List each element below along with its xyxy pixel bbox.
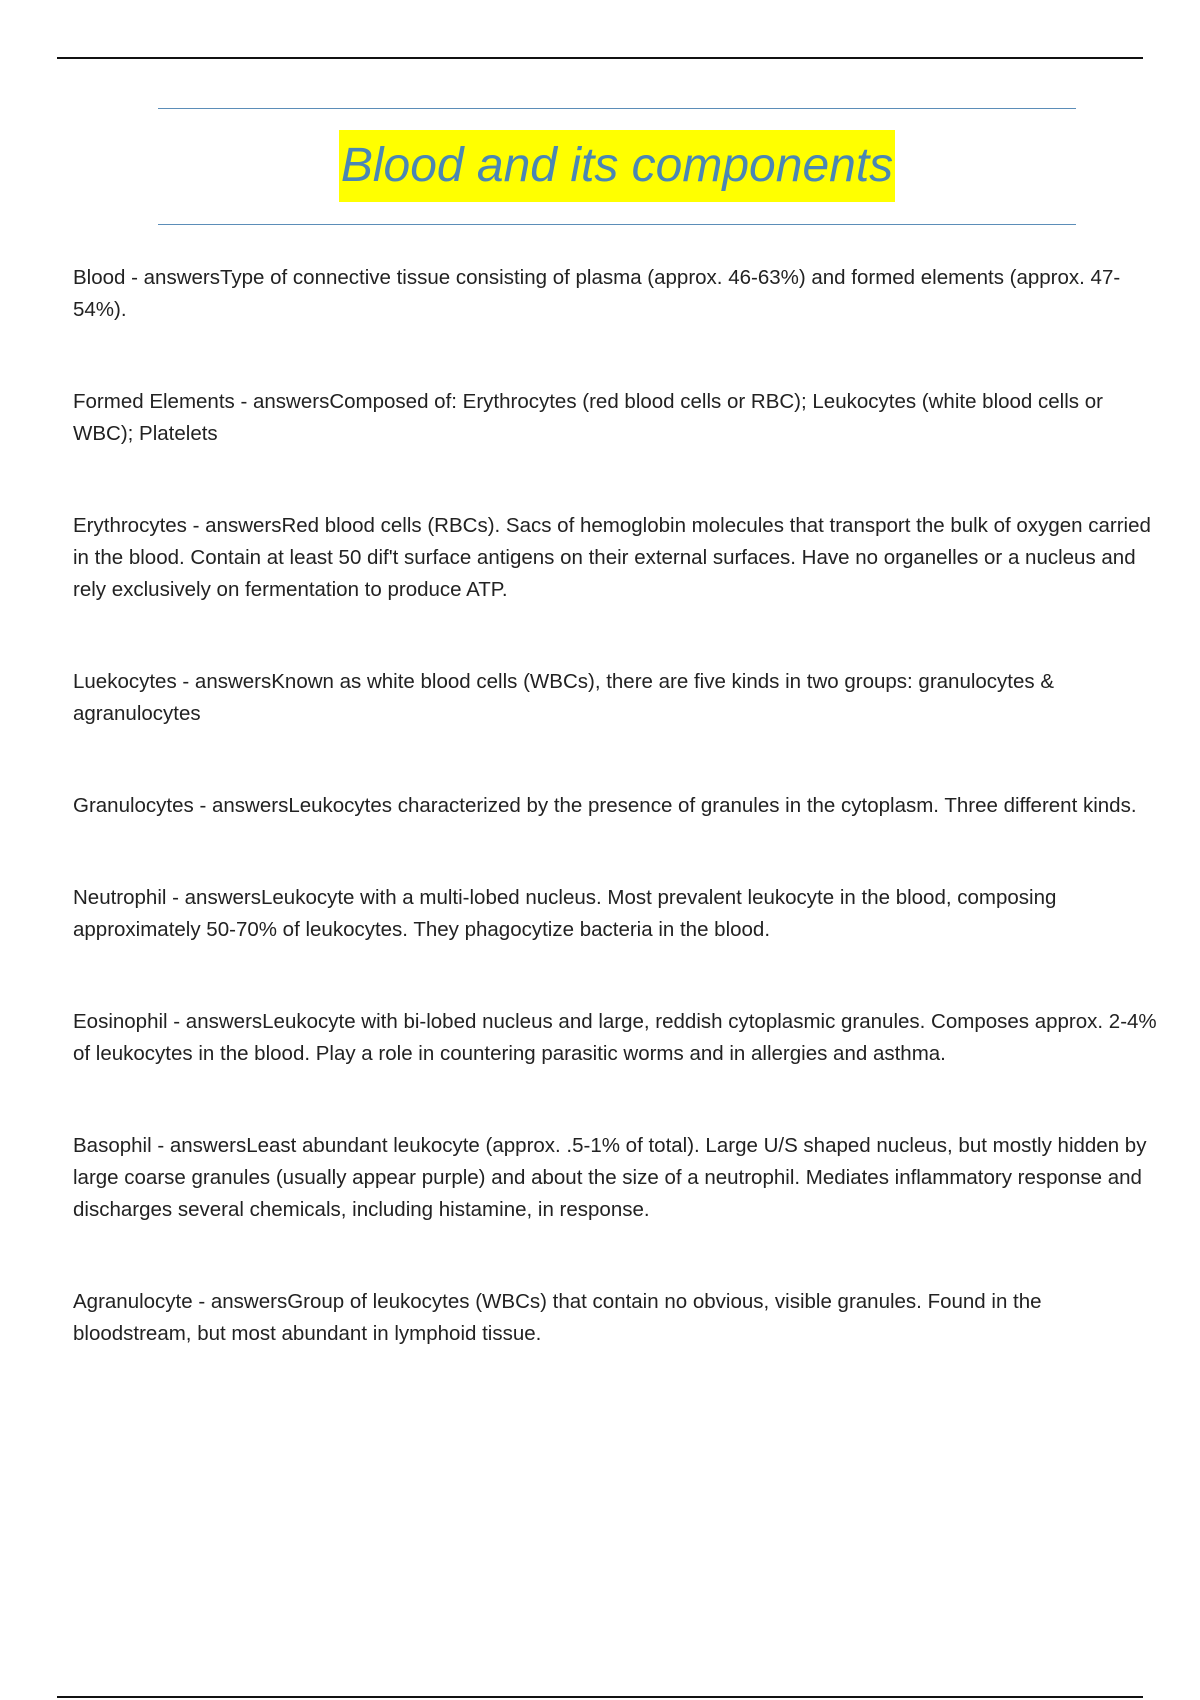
page-top-rule bbox=[57, 57, 1143, 59]
entry-agranulocyte: Agranulocyte - answersGroup of leukocytes (WBCs) that contain no obvious, visible granules. Found in the bloodstream, but most abundant in lymphoid tissue. bbox=[73, 1290, 1042, 1345]
entry-basophil: Basophil - answersLeast abundant leukocyte (approx. .5-1% of total). Large U/S shaped nucleus, but mostly hidden by large coarse granules (usually appear purple) and about the size of a neutrophil. Mediates inflammatory response and discharges several chemicals, including histamine, in response. bbox=[73, 1134, 1147, 1221]
title-upper-rule bbox=[158, 108, 1076, 109]
page-bottom-rule bbox=[57, 1696, 1143, 1698]
entry-neutrophil: Neutrophil - answersLeukocyte with a multi-lobed nucleus. Most prevalent leukocyte in the blood, composing approximately 50-70% of leukocytes. They phagocytize bacteria in the blood. bbox=[73, 886, 1057, 941]
title-wrap bbox=[158, 130, 1076, 202]
definition-list bbox=[73, 262, 1163, 1410]
title-block bbox=[158, 108, 1076, 226]
entry-granulocytes: Granulocytes - answersLeukocytes characterized by the presence of granules in the cytoplasm. Three different kinds. bbox=[73, 794, 1137, 817]
entry-formed-elements: Formed Elements - answersComposed of: Erythrocytes (red blood cells or RBC); Leukocytes (white blood cells or WBC); Platelets bbox=[73, 390, 1103, 445]
entry-luekocytes: Luekocytes - answersKnown as white blood cells (WBCs), there are five kinds in two groups: granulocytes & agranulocytes bbox=[73, 670, 1055, 725]
entry-blood: Blood - answersType of connective tissue consisting of plasma (approx. 46-63%) and formed elements (approx. 47-54%). bbox=[73, 266, 1121, 321]
entry-erythrocytes: Erythrocytes - answersRed blood cells (RBCs). Sacs of hemoglobin molecules that transport the bulk of oxygen carried in the blood. Contain at least 50 dif't surface antigens on their external surfaces. Have no organelles or a nucleus and rely exclusively on fermentation to produce ATP. bbox=[73, 514, 1151, 601]
document-title: Blood and its components bbox=[339, 130, 895, 202]
title-lower-rule bbox=[158, 224, 1076, 225]
entry-eosinophil: Eosinophil - answersLeukocyte with bi-lobed nucleus and large, reddish cytoplasmic granules. Composes approx. 2-4% of leukocytes in the blood. Play a role in countering parasitic worms and in allergies and asthma. bbox=[73, 1010, 1157, 1065]
